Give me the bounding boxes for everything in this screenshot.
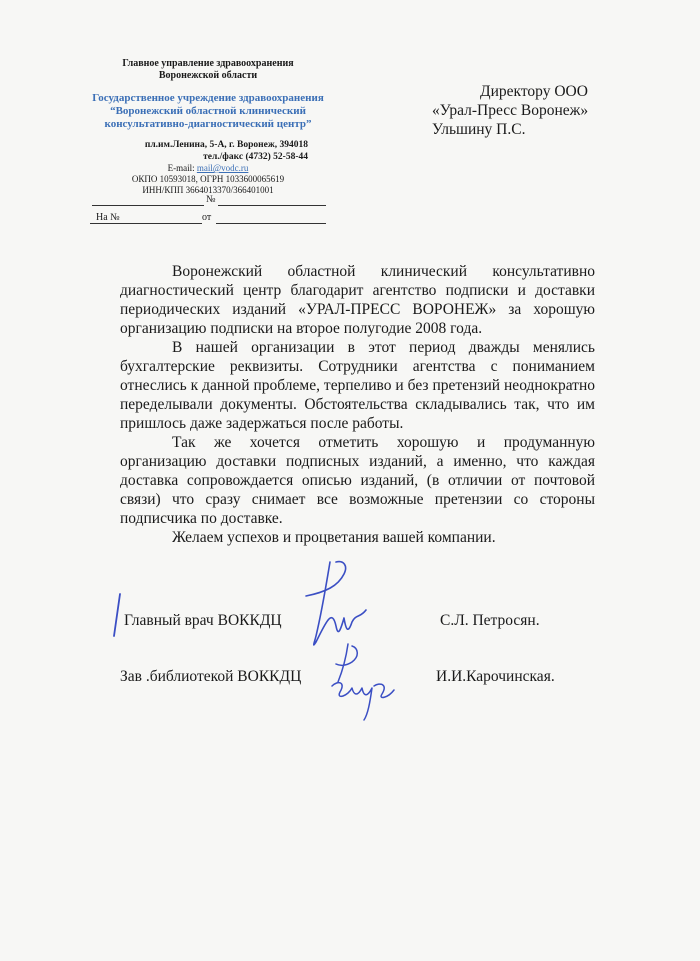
ministry-line1: Главное управление здравоохранения (122, 58, 294, 69)
addressee-line1: Директору ООО (480, 83, 588, 100)
email-line (78, 163, 338, 174)
reg-number-line-left (92, 205, 204, 206)
ministry-line2: Воронежской области (158, 70, 258, 81)
reply-from-label: от (202, 212, 212, 223)
signature-librarian (318, 636, 404, 724)
letterhead (78, 58, 338, 196)
paragraph-1: Воронежский областной клинический консультативно диагностический центр благодарит агентство подписки и доставки периодических изданий «УРАЛ-ПРЕСС ВОРОНЕЖ» за хорошую организацию подписки на второе полугодие 2008 года. (120, 263, 595, 337)
reply-to-label: На № (96, 212, 120, 223)
reply-date-line (216, 223, 326, 224)
sig1-title: Главный врач ВОККДЦ (124, 612, 282, 629)
paragraph-3: Так же хочется отметить хорошую и продуманную организацию доставки подписных изданий, а именно, что каждая доставка сопровождается описью изданий, (в отличии от почтовой связи) что сразу снимает все возможные претензии со стороны подписчика по доставке. (120, 434, 595, 527)
paragraph-4: Желаем успехов и процветания вашей компании. (172, 529, 496, 546)
sig2-title: Зав .библиотекой ВОККДЦ (120, 668, 302, 685)
paragraph-2: В нашей организации в этот период дважды менялись бухгалтерские реквизиты. Сотрудники агентства с пониманием отнеслись к данной проблеме, терпеливо и без претензий неоднократно переделывали документы. Обстоятельства складывались так, что им пришлось даже задержаться после работы. (120, 339, 595, 432)
addressee-line2: «Урал-Пресс Воронеж» (432, 102, 589, 119)
addressee-line3: Ульшину П.С. (432, 121, 526, 138)
phone: тел./факс (4732) 52-58-44 (203, 152, 308, 162)
sig2-name: И.И.Карочинская. (436, 668, 555, 685)
institution-line2: “Воронежский областной клинический (110, 105, 306, 117)
reg-number-sign: № (206, 194, 216, 205)
reply-number-line (90, 223, 202, 224)
institution-line1: Государственное учреждение здравоохранения (92, 92, 324, 104)
letter-body (120, 262, 595, 547)
address: пл.им.Ленина, 5-А, г. Воронеж, 394018 (144, 140, 308, 150)
sig1-name: С.Л. Петросян. (440, 612, 540, 629)
reg-number-line-right (218, 205, 326, 206)
addressee-block (432, 82, 588, 139)
okpo: ОКПО 10593018, ОГРН 1033600065619 (131, 174, 285, 184)
email-link[interactable]: mail@vodc.ru (196, 163, 249, 173)
inn: ИНН/КПП 3664013370/366401001 (142, 185, 274, 195)
institution-line3: консультативно-диагностический центр” (104, 118, 312, 130)
email-label: E-mail: (167, 163, 197, 173)
